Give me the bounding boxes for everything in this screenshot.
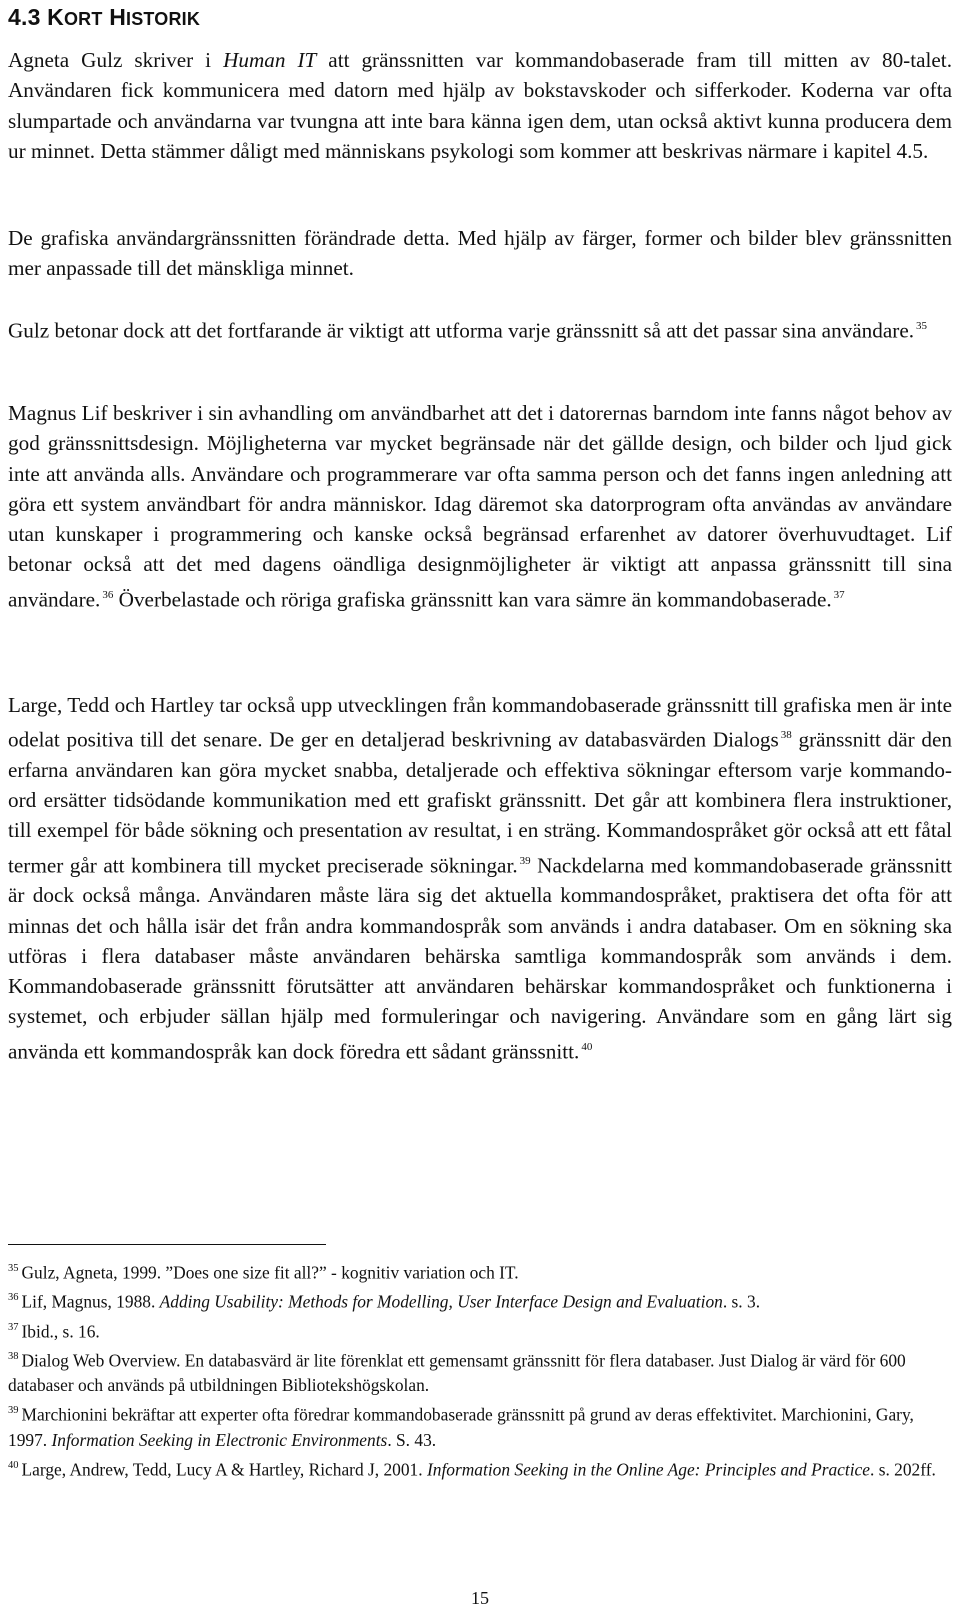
italic-title: Human IT bbox=[223, 48, 317, 72]
footnote-40: $^{40}$ Large, Andrew, Tedd, Lucy A & Hartley, Richard J, 2001. Information Seeking in the Online Age: Principles and Practice. s. 202ff. bbox=[8, 1459, 936, 1480]
paragraph-4: Magnus Lif beskriver i sin avhandling om användbarhet att det i datorernas barndom inte fanns något behov av god gränssnittsdesign. Möjligheterna var mycket begränsade när det gällde design, och bilder och ljud gick inte att använda alls. Användare och programmerare var ofta samma person och det fanns ingen anledning att göra ett system användbart för andra människor. Idag däremot ska datorprogram ofta användas av användare utan kunskaper i programmering och kanske också begränsad erfarenhet av datorer överhuvudtaget. Lif betonar också att det med dagens oändliga designmöjligheter är viktigt att anpassa gränssnitt till sina användare. $^{36}$ Överbelastade och röriga grafiska gränssnitt kan vara sämre än kommandobaserade. $^{37}$ bbox=[8, 401, 952, 612]
footnote-ref[interactable]: 35 bbox=[916, 320, 928, 332]
footnote-ref[interactable]: 36 bbox=[102, 588, 114, 601]
section-heading bbox=[8, 4, 200, 31]
heading-initial: H bbox=[109, 4, 126, 30]
heading-initial: K bbox=[47, 4, 64, 30]
footnote-ref[interactable]: 39 bbox=[519, 854, 531, 867]
footnote-39: $^{39}$ Marchionini bekräftar att experter ofta föredrar kommandobaserade gränssnitt på grund av deras effektivitet. Marchionini, Gary, 1997. Information Seeking in Electronic Environments. S. 43. bbox=[8, 1404, 914, 1450]
footnote-divider bbox=[8, 1244, 326, 1245]
footnote-ref[interactable]: 37 bbox=[833, 588, 845, 601]
footnote-ref[interactable]: 40 bbox=[581, 1040, 593, 1053]
footnote-38: $^{38}$ Dialog Web Overview. En databasvärd är lite förenklat ett gemensamt gränssnitt för flera databaser. Just Dialog är värd för 600 databaser och används på utbildningen Bibliotekshögskolan. bbox=[8, 1350, 906, 1396]
footnote-37: $^{37}$ Ibid., s. 16. bbox=[8, 1321, 100, 1342]
paragraph-5: Large, Tedd och Hartley tar också upp utvecklingen från kommandobaserade gränssnitt till grafiska men är inte odelat positiva till det senare. De ger en detaljerad beskrivning av databasvärden Dialogs $^{38}$ gränssnitt där den erfarna användaren kan göra mycket snabba, detaljerade och effektiva sökningar eftersom varje kommando-ord ersätter tidsödande kommunikation med ett grafiskt gränssnitt. Det går att kombinera flera instruktioner, till exempel för både sökning och presentation av resultat, i en sträng. Kommandospråket gör också att ett fåtal termer går att kombinera till mycket preciserade sökningar. $^{39}$ Nackdelarna med kommandobaserade gränssnitt är dock också många. Användaren måste lära sig det aktuella kommandospråket, praktisera det ofta för att minnas det och hålla isär det från andra kommandospråk som används i andra databaser. Om en sökning ska utföras i flera databaser måste användaren behärska samtliga kommandospråk som används i dem. Kommandobaserade gränssnitt förutsätter att användaren behärskar kommandospråket och funktionerna i systemet, och erbjuder sällan hjälp med formuleringar och navigering. Användare som en gång lärt sig använda ett kommandospråk kan dock föredra ett sådant gränssnitt. $^{40}$ bbox=[8, 693, 952, 1064]
footnote-ref[interactable]: 38 bbox=[780, 729, 792, 742]
page-number: 15 bbox=[471, 1588, 489, 1608]
heading-smallcaps: ORT bbox=[63, 9, 103, 29]
heading-smallcaps: ISTORIK bbox=[126, 9, 201, 29]
paragraph-2: De grafiska användargränssnitten förändrade detta. Med hjälp av färger, former och bilder blev gränssnitten mer anpassade till det mänskliga minnet. bbox=[8, 226, 952, 281]
footnotes bbox=[8, 1256, 952, 1482]
paragraph-1: Agneta Gulz skriver i Human IT att gränssnitten var kommandobaserade fram till mitten av 80-talet. Användaren fick kommunicera med datorn med hjälp av bokstavskoder och sifferkoder. Koderna var ofta slumpartade och användarna var tvungna att inte bara känna igen dem, utan också aktivt kunna producera dem ur minnet. Detta stämmer dåligt med människans psykologi som kommer att beskrivas närmare i kapitel 4.5. bbox=[8, 48, 952, 163]
footnote-36: $^{36}$ Lif, Magnus, 1988. Adding Usability: Methods for Modelling, User Interface Design and Evaluation. s. 3. bbox=[8, 1291, 761, 1312]
section-number: 4.3 bbox=[8, 4, 41, 30]
footnote-35: $^{35}$ Gulz, Agneta, 1999. ”Does one size fit all?” - kognitiv variation och IT. bbox=[8, 1262, 519, 1283]
paragraph-3: Gulz betonar dock att det fortfarande är viktigt att utforma varje gränssnitt så att det passar sina användare. $^{35}$ bbox=[8, 318, 928, 343]
